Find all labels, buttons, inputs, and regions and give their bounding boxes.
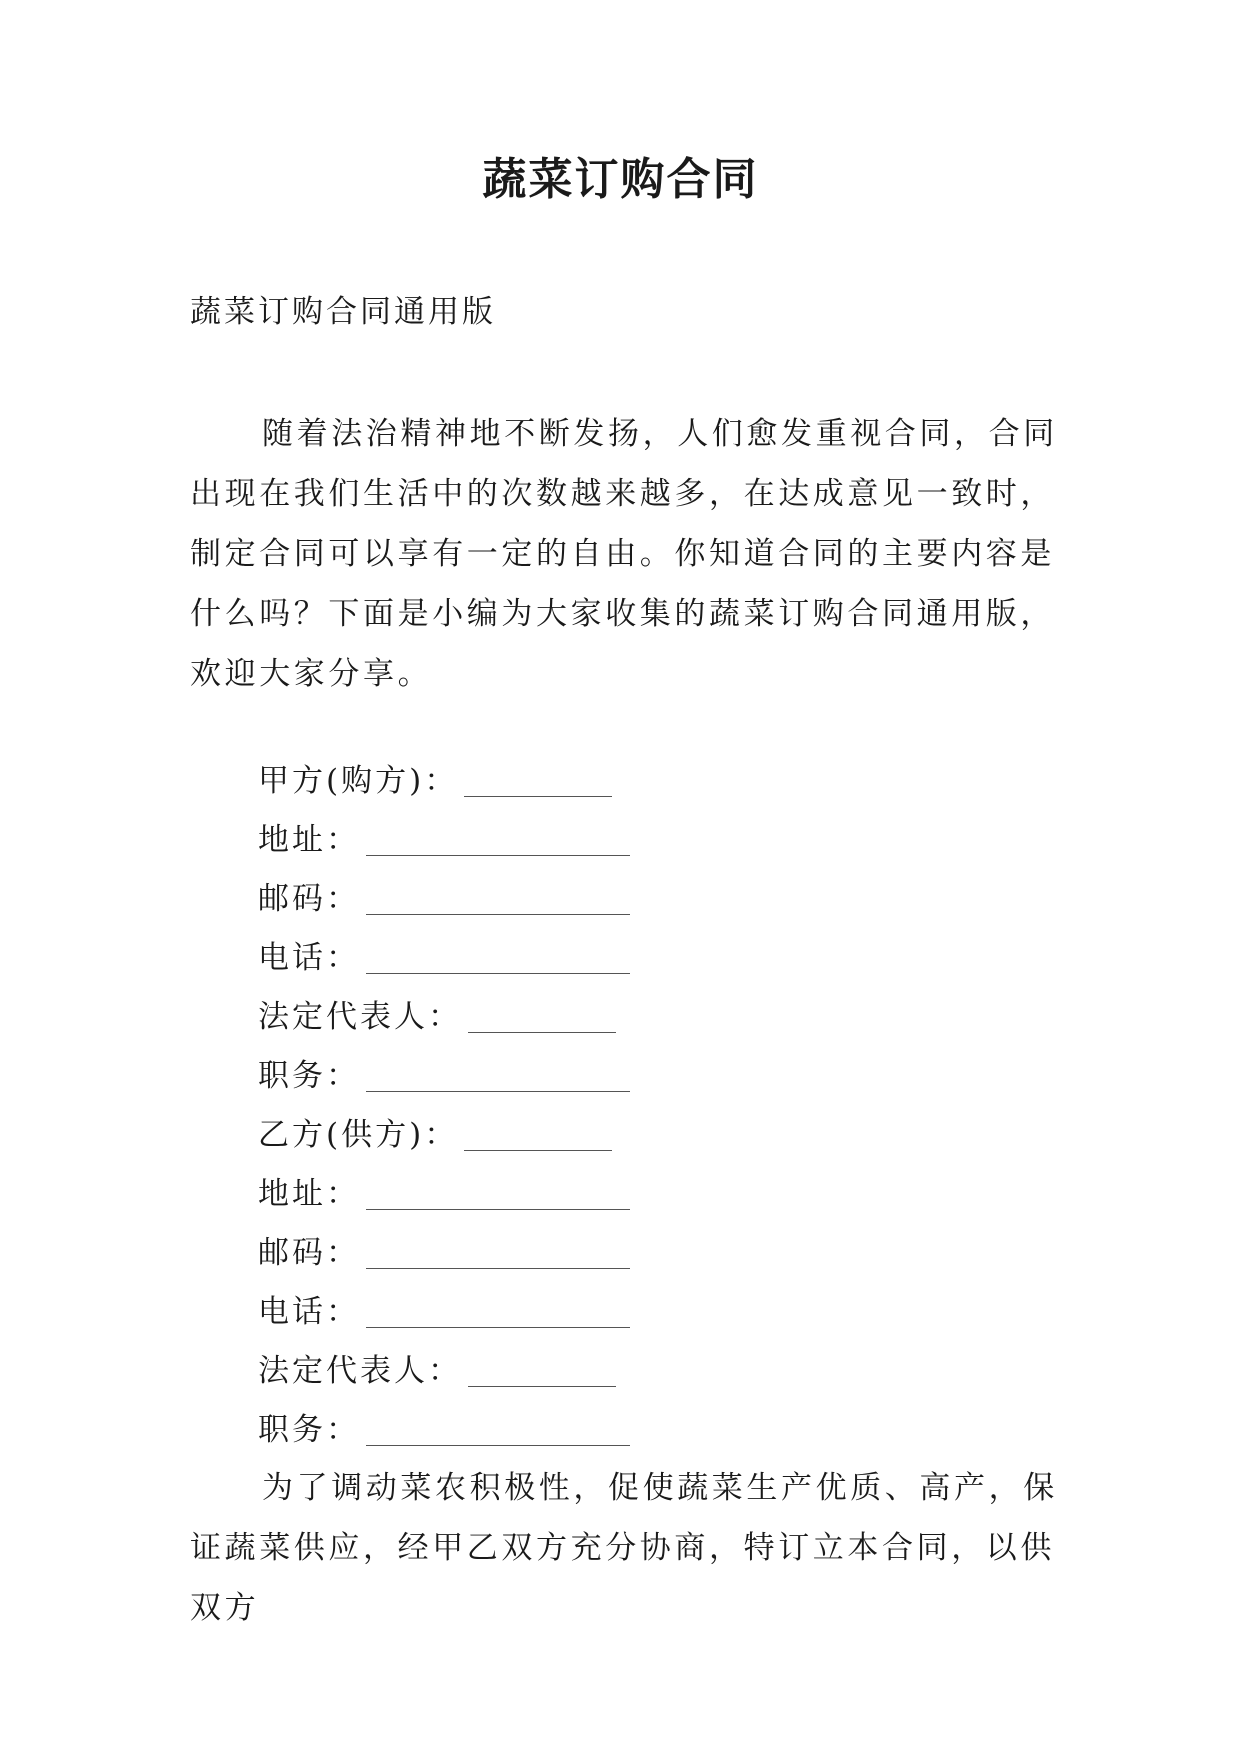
field-label: 邮码： (258, 1235, 360, 1271)
field-row (258, 870, 630, 929)
fill-blank (366, 1266, 630, 1269)
field-row (258, 988, 630, 1047)
field-label: 法定代表人： (258, 999, 462, 1035)
field-label: 职务： (258, 1058, 360, 1094)
document-subtitle: 蔬菜订购合同通用版 (190, 294, 496, 330)
fill-blank (464, 794, 612, 797)
fill-blank (366, 1089, 630, 1092)
field-row (258, 1165, 630, 1224)
field-row (258, 929, 630, 988)
fill-blank (366, 853, 630, 856)
fill-blank (366, 1207, 630, 1210)
field-row (258, 1342, 630, 1401)
field-row (258, 1401, 630, 1460)
field-row (258, 811, 630, 870)
field-label: 电话： (258, 940, 360, 976)
field-label: 法定代表人： (258, 1353, 462, 1389)
field-row (258, 1047, 630, 1106)
fill-blank (366, 1325, 630, 1328)
field-label: 乙方(供方)： (258, 1117, 459, 1153)
closing-paragraph: 为了调动菜农积极性，促使蔬菜生产优质、高产，保证蔬菜供应，经甲乙双方充分协商，特订立本合同，以供双方 (190, 1470, 1058, 1626)
fill-blank (464, 1148, 612, 1151)
field-label: 地址： (258, 822, 360, 858)
field-row (258, 1283, 630, 1342)
fill-blank (366, 1443, 630, 1446)
intro-paragraph: 随着法治精神地不断发扬，人们愈发重视合同，合同出现在我们生活中的次数越来越多，在达成意见一致时，制定合同可以享有一定的自由。你知道合同的主要内容是什么吗？下面是小编为大家收集的蔬菜订购合同通用版，欢迎大家分享。 (190, 416, 1058, 692)
field-row (258, 752, 630, 811)
fill-blank (366, 971, 630, 974)
field-row (258, 1106, 630, 1165)
document-title: 蔬菜订购合同 (482, 154, 759, 205)
field-label: 邮码： (258, 881, 360, 917)
field-label: 地址： (258, 1176, 360, 1212)
party-fields (258, 752, 630, 1460)
field-label: 电话： (258, 1294, 360, 1330)
field-label: 甲方(购方)： (258, 763, 459, 799)
fill-blank (468, 1384, 616, 1387)
field-row (258, 1224, 630, 1283)
fill-blank (366, 912, 630, 915)
field-label: 职务： (258, 1412, 360, 1448)
fill-blank (468, 1030, 616, 1033)
